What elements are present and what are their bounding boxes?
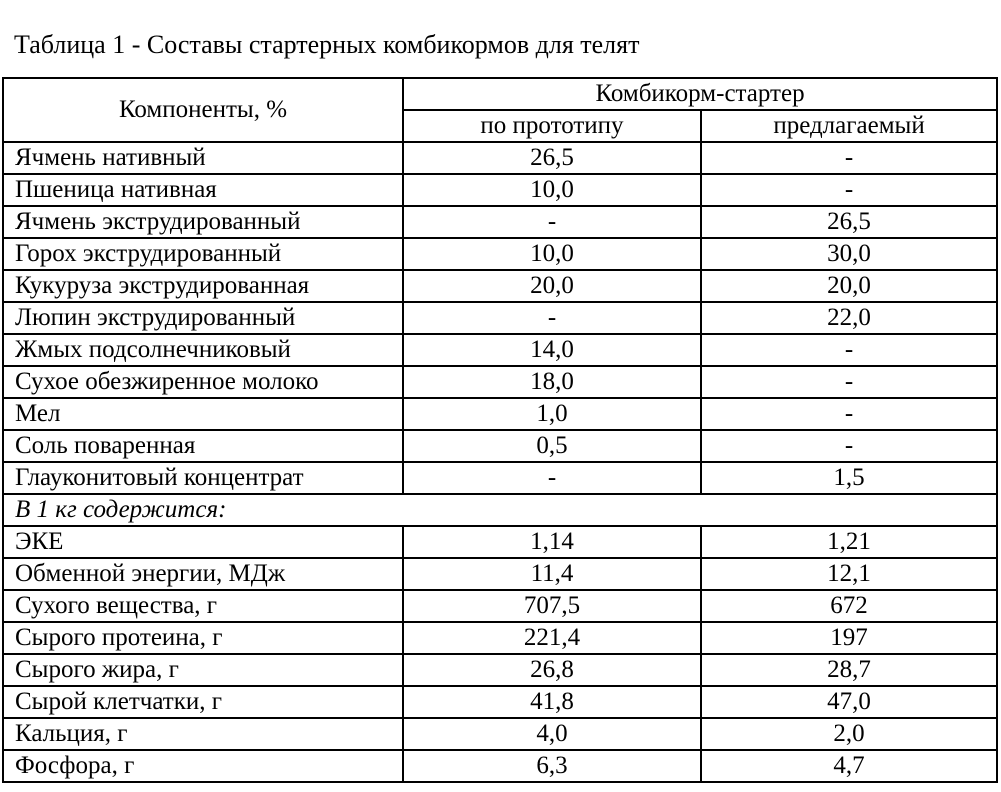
prototype-column-header: по прототипу <box>403 110 701 142</box>
prototype-value-cell: 26,5 <box>403 142 701 174</box>
proposed-value-cell: - <box>701 366 997 398</box>
nutrient-row <box>3 654 997 686</box>
ingredient-row <box>3 430 997 462</box>
ingredient-row <box>3 398 997 430</box>
proposed-value-cell: 26,5 <box>701 206 997 238</box>
component-name-cell: Сырого протеина, г <box>3 622 403 654</box>
ingredient-row <box>3 142 997 174</box>
component-name-cell: Соль поваренная <box>3 430 403 462</box>
ingredient-row <box>3 238 997 270</box>
prototype-value-cell: 14,0 <box>403 334 701 366</box>
prototype-value-cell: 10,0 <box>403 174 701 206</box>
proposed-value-cell: 47,0 <box>701 686 997 718</box>
component-name-cell: Фосфора, г <box>3 750 403 782</box>
proposed-value-cell: 197 <box>701 622 997 654</box>
component-name-cell: Сырого жира, г <box>3 654 403 686</box>
component-name-cell: Обменной энергии, МДж <box>3 558 403 590</box>
proposed-value-cell: 1,5 <box>701 462 997 494</box>
prototype-value-cell: - <box>403 206 701 238</box>
prototype-value-cell: 1,14 <box>403 526 701 558</box>
prototype-value-cell: 6,3 <box>403 750 701 782</box>
prototype-value-cell: 20,0 <box>403 270 701 302</box>
table-caption: Таблица 1 - Составы стартерных комбикормов для телят <box>14 30 640 59</box>
feed-composition-table <box>2 77 998 783</box>
prototype-value-cell: 4,0 <box>403 718 701 750</box>
section-label: В 1 кг содержится: <box>3 494 997 526</box>
proposed-value-cell: - <box>701 174 997 206</box>
nutrient-row <box>3 526 997 558</box>
component-name-cell: Пшеница нативная <box>3 174 403 206</box>
section-row <box>3 494 997 526</box>
component-name-cell: Люпин экструдированный <box>3 302 403 334</box>
prototype-value-cell: 707,5 <box>403 590 701 622</box>
component-name-cell: Кукуруза экструдированная <box>3 270 403 302</box>
proposed-value-cell: - <box>701 398 997 430</box>
components-header: Компоненты, % <box>3 78 403 142</box>
component-name-cell: Сухого вещества, г <box>3 590 403 622</box>
ingredient-row <box>3 302 997 334</box>
header-row-top <box>3 78 997 110</box>
proposed-value-cell: 12,1 <box>701 558 997 590</box>
proposed-value-cell: - <box>701 430 997 462</box>
proposed-value-cell: 4,7 <box>701 750 997 782</box>
component-name-cell: Кальция, г <box>3 718 403 750</box>
nutrient-row <box>3 622 997 654</box>
ingredient-rows <box>3 142 997 494</box>
proposed-value-cell: 28,7 <box>701 654 997 686</box>
proposed-value-cell: 2,0 <box>701 718 997 750</box>
component-name-cell: Глауконитовый концентрат <box>3 462 403 494</box>
proposed-column-header: предлагаемый <box>701 110 997 142</box>
component-name-cell: Сырой клетчатки, г <box>3 686 403 718</box>
proposed-value-cell: 20,0 <box>701 270 997 302</box>
prototype-value-cell: 26,8 <box>403 654 701 686</box>
proposed-value-cell: - <box>701 334 997 366</box>
prototype-value-cell: - <box>403 462 701 494</box>
component-name-cell: Жмых подсолнечниковый <box>3 334 403 366</box>
proposed-value-cell: 22,0 <box>701 302 997 334</box>
nutrient-row <box>3 750 997 782</box>
component-name-cell: Ячмень нативный <box>3 142 403 174</box>
proposed-value-cell: 1,21 <box>701 526 997 558</box>
ingredient-row <box>3 270 997 302</box>
prototype-value-cell: 11,4 <box>403 558 701 590</box>
component-name-cell: Ячмень экструдированный <box>3 206 403 238</box>
nutrient-row <box>3 686 997 718</box>
prototype-value-cell: 41,8 <box>403 686 701 718</box>
prototype-value-cell: 221,4 <box>403 622 701 654</box>
component-name-cell: ЭКЕ <box>3 526 403 558</box>
ingredient-row <box>3 334 997 366</box>
ingredient-row <box>3 174 997 206</box>
component-name-cell: Горох экструдированный <box>3 238 403 270</box>
prototype-value-cell: 0,5 <box>403 430 701 462</box>
starter-feed-header: Комбикорм-стартер <box>403 78 997 110</box>
prototype-value-cell: 1,0 <box>403 398 701 430</box>
ingredient-row <box>3 366 997 398</box>
proposed-value-cell: 30,0 <box>701 238 997 270</box>
ingredient-row <box>3 206 997 238</box>
component-name-cell: Сухое обезжиренное молоко <box>3 366 403 398</box>
nutrient-row <box>3 590 997 622</box>
proposed-value-cell: 672 <box>701 590 997 622</box>
component-name-cell: Мел <box>3 398 403 430</box>
proposed-value-cell: - <box>701 142 997 174</box>
prototype-value-cell: 18,0 <box>403 366 701 398</box>
nutrient-row <box>3 558 997 590</box>
section-row-group <box>3 494 997 526</box>
nutrient-row <box>3 718 997 750</box>
ingredient-row <box>3 462 997 494</box>
prototype-value-cell: - <box>403 302 701 334</box>
prototype-value-cell: 10,0 <box>403 238 701 270</box>
nutrient-rows <box>3 526 997 782</box>
